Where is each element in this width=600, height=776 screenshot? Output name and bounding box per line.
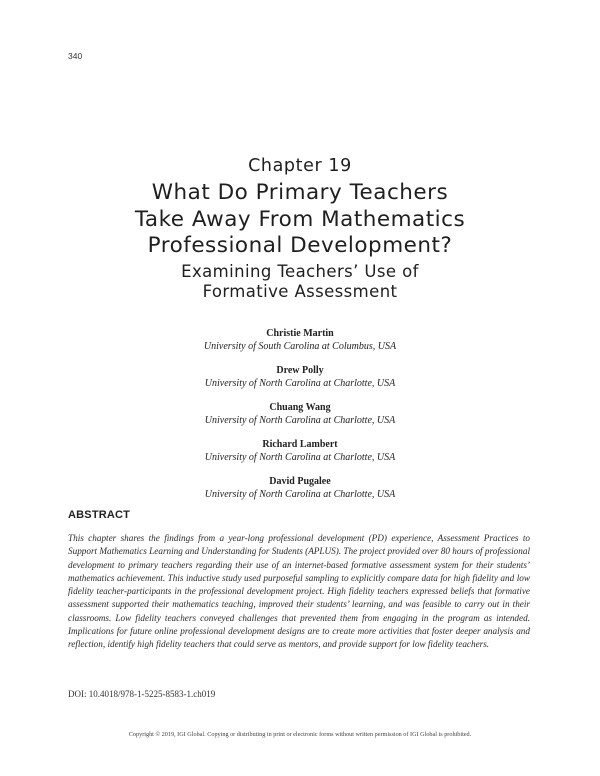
- copyright-notice: Copyright © 2019, IGI Global. Copying or distributing in print or electronic forms without written permission of IGI Global is prohibited.: [128, 731, 472, 738]
- chapter-label: Chapter 19: [248, 156, 352, 176]
- doi: DOI: 10.4018/978-1-5225-8583-1.ch019: [68, 689, 216, 699]
- subtitle-line: Formative Assessment: [202, 281, 398, 301]
- author-list: [60, 327, 540, 512]
- title-line: Take Away From Mathematics: [134, 206, 466, 232]
- page-number: 340: [68, 51, 83, 61]
- author-affiliation: University of South Carolina at Columbus, USA: [203, 341, 397, 352]
- author-affiliation: University of North Carolina at Charlotte, USA: [204, 378, 396, 389]
- abstract-text: This chapter shares the findings from a year-long professional development (PD) experience, Assessment Practices to Support Mathematics Learning and Understanding for Students (APLUS). The project provided over 80 hours of professional development to primary teachers regarding their use of an internet-based formative assessment system for their students’ mathematics achievement. This inductive study used purposeful sampling to explicitly compare data for high fidelity and low fidelity teacher-participants in the professional development project. High fidelity teachers expressed beliefs that formative assessment supported their mathematics teaching, improved their students’ learning, and was feasible to carry out in their classrooms. Low fidelity teachers conveyed challenges that prevented them from engaging in the program as intended. Implications for future online professional development designs are to create more activities that foster deeper analysis and reflection, identify high fidelity teachers that could serve as mentors, and provide support for low fidelity teachers.: [68, 533, 530, 650]
- author-entry: [60, 327, 540, 353]
- title-line: What Do Primary Teachers: [151, 180, 449, 205]
- author-entry: [60, 401, 540, 427]
- chapter-subtitle: [60, 262, 540, 302]
- author-affiliation: University of North Carolina at Charlotte, USA: [204, 415, 396, 426]
- author-name: Chuang Wang: [269, 402, 331, 413]
- author-entry: [60, 364, 540, 390]
- author-entry: [60, 438, 540, 464]
- author-entry: [60, 475, 540, 501]
- author-name: Christie Martin: [266, 328, 334, 339]
- author-affiliation: University of North Carolina at Charlotte, USA: [204, 489, 396, 500]
- author-name: Drew Polly: [276, 365, 324, 376]
- abstract-heading: ABSTRACT: [68, 509, 131, 521]
- author-name: Richard Lambert: [262, 439, 338, 450]
- title-line: Professional Development?: [147, 233, 453, 258]
- chapter-title: [60, 180, 540, 260]
- chapter-title-block: [60, 154, 540, 302]
- subtitle-line: Examining Teachers’ Use of: [181, 261, 419, 281]
- author-name: David Pugalee: [269, 476, 331, 487]
- author-affiliation: University of North Carolina at Charlotte, USA: [204, 452, 396, 463]
